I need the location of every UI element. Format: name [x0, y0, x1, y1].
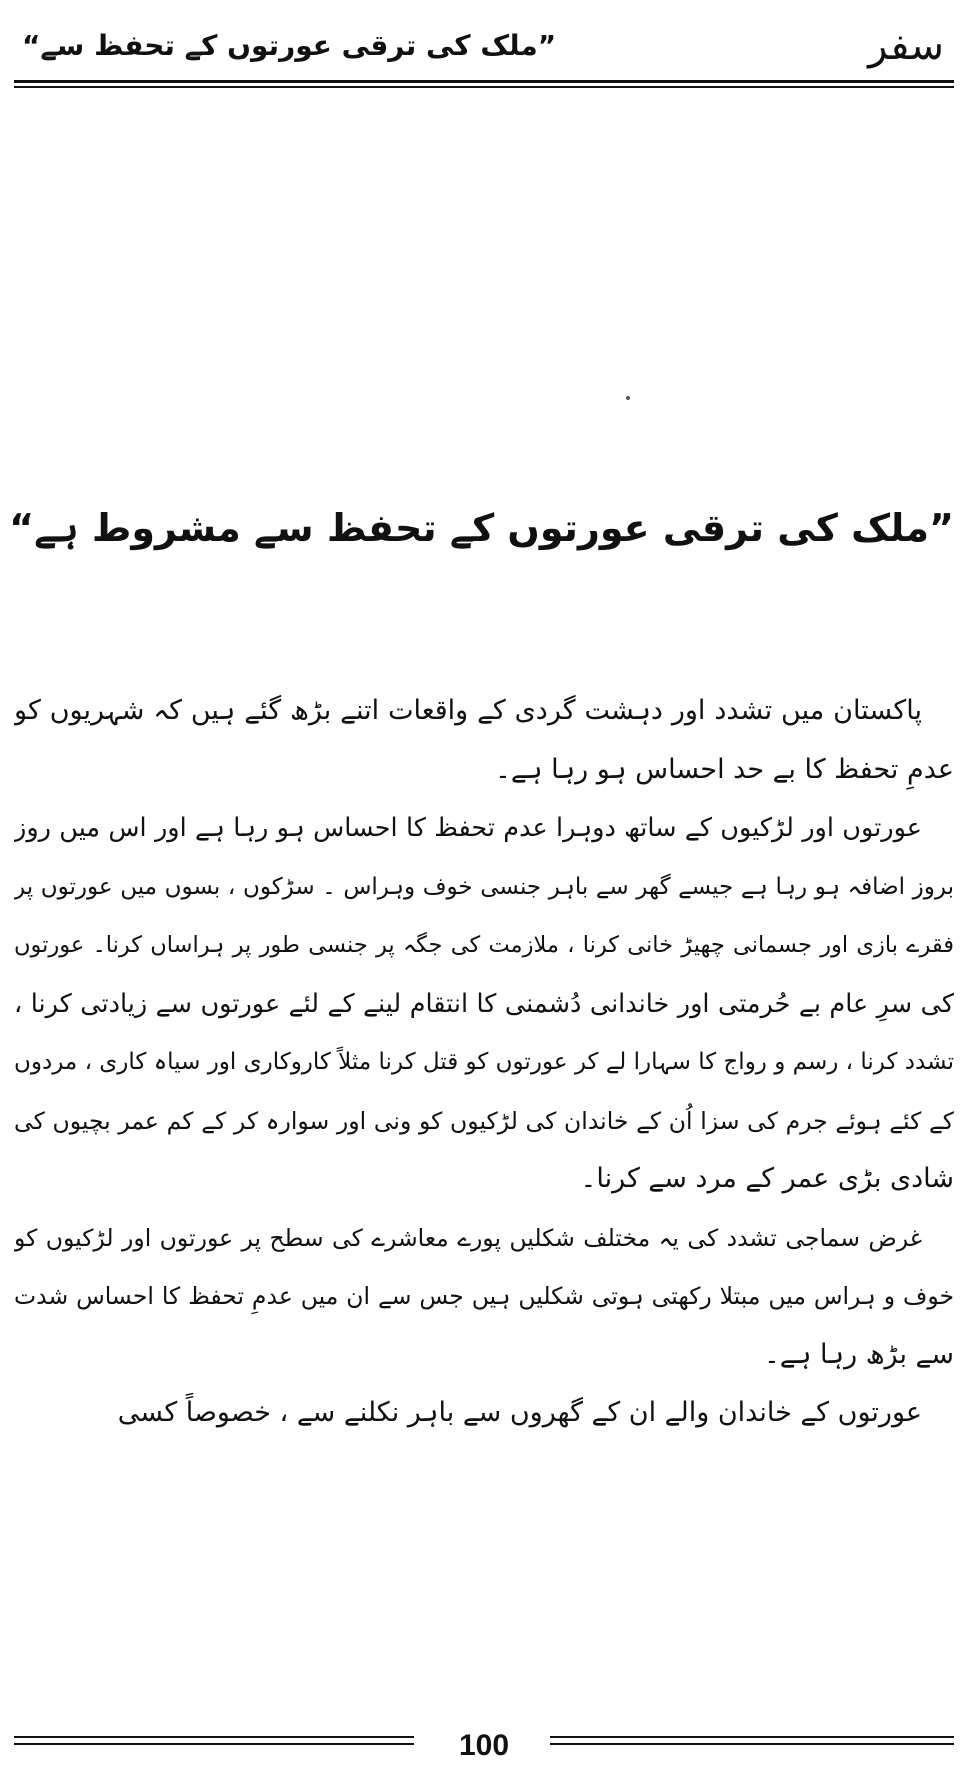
- paper-speck: [626, 396, 630, 400]
- body-text: [14, 682, 954, 1443]
- body-line: فقرے بازی اور جسمانی چھیڑ خانی کرنا ، ملازمت کی جگہ پر جنسی طور پر ہراساں کرنا۔ عورتوں: [14, 932, 954, 958]
- book-title: سفر: [868, 23, 944, 69]
- body-line: سے بڑھ رہا ہے۔: [763, 1338, 954, 1370]
- running-header: [14, 18, 954, 74]
- body-line: کے کئے ہوئے جرم کی سزا اُن کے خاندان کی لڑکیوں کو ونی اور سوارہ کر کے کم عمر بچیوں کی: [14, 1106, 954, 1135]
- header-rule-thin: [14, 86, 954, 88]
- chapter-title: ”ملک کی ترقی عورتوں کے تحفظ سے مشروط ہے“: [9, 506, 954, 550]
- body-line: تشدد کرنا ، رسم و رواج کا سہارا لے کر عورتوں کو قتل کرنا مثلاً کاروکاری اور سیاہ کاری ، مردوں: [14, 1049, 954, 1075]
- body-line: شادی بڑی عمر کے مرد سے کرنا۔: [580, 1163, 954, 1194]
- body-line: خوف و ہراس میں مبتلا رکھتی ہوتی شکلیں ہیں جس سے ان میں عدمِ تحفظ کا احساس شدت: [14, 1282, 954, 1310]
- body-line: غرض سماجی تشدد کی یہ مختلف شکلیں پورے معاشرے کی سطح پر عورتوں اور لڑکیوں کو: [14, 1223, 922, 1252]
- body-line: عدمِ تحفظ کا بے حد احساس ہو رہا ہے۔: [495, 753, 954, 785]
- running-chapter-title: ”ملک کی ترقی عورتوں کے تحفظ سے“: [22, 29, 557, 62]
- body-line: بروز اضافہ ہو رہا ہے جیسے گھر سے باہر جنسی خوف وہراس ۔ سڑکوں ، بسوں میں عورتوں پر: [14, 873, 954, 900]
- body-line: پاکستان میں تشدد اور دہشت گردی کے واقعات اتنے بڑھ گئے ہیں کہ شہریوں کو: [14, 695, 922, 726]
- page-number: 100: [458, 1729, 510, 1762]
- body-line: عورتوں اور لڑکیوں کے ساتھ دوہرا عدم تحفظ کا احساس ہو رہا ہے اور اس میں روز: [14, 813, 922, 843]
- body-line: عورتوں کے خاندان والے ان کے گھروں سے باہر نکلنے سے ، خصوصاً کسی: [117, 1397, 922, 1428]
- body-line: کی سرِ عام بے حُرمتی اور خاندانی دُشمنی کا انتقام لینے کے لئے عورتوں سے زیادتی کرنا ،: [14, 988, 954, 1019]
- header-rule-thick: [14, 80, 954, 83]
